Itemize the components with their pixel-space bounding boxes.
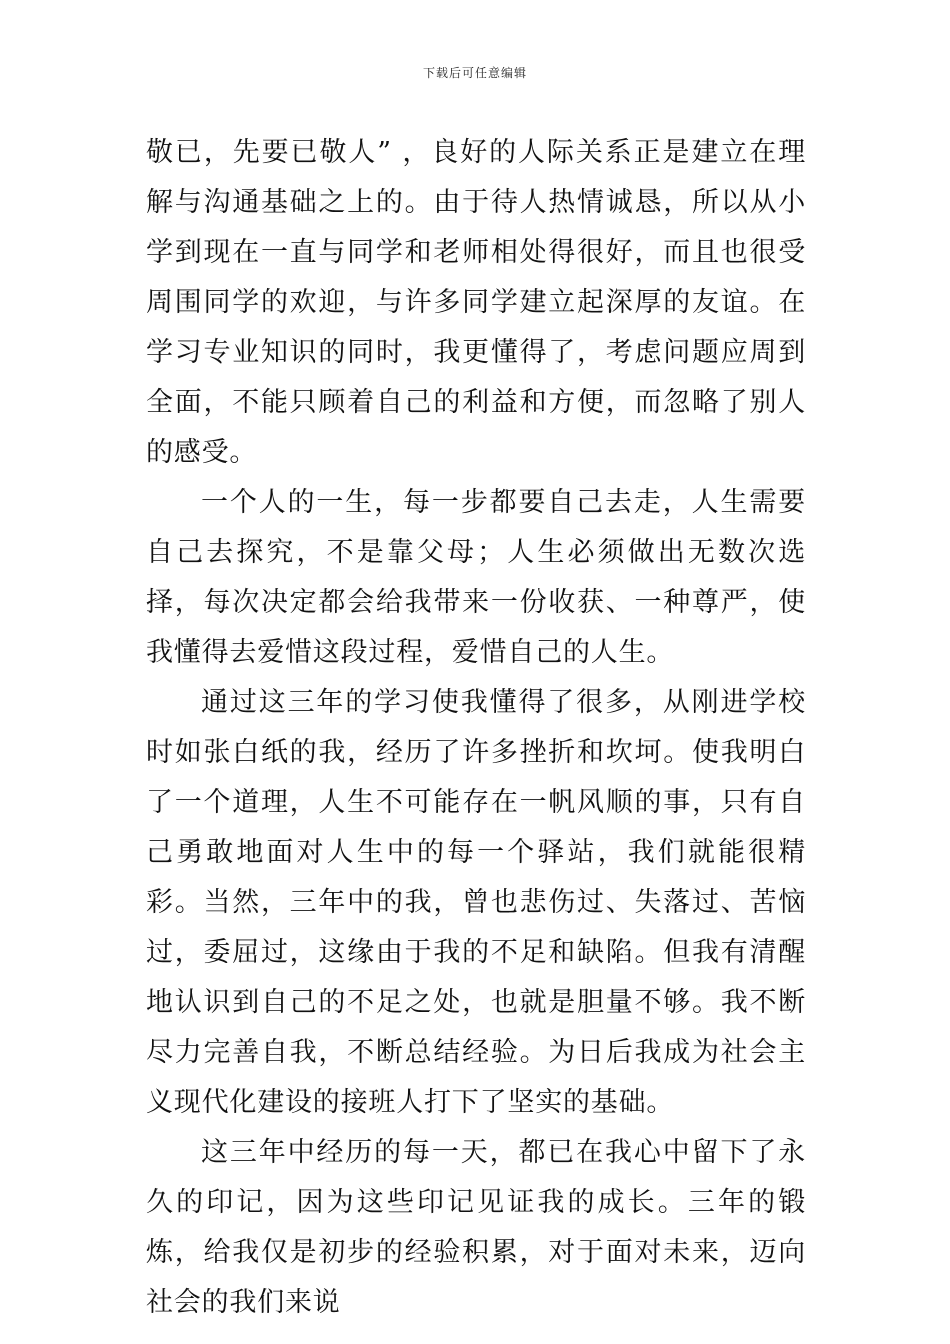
document-body [146,128,806,1328]
paragraph-three-years-study: 通过这三年的学习使我懂得了很多，从刚进学校时如张白纸的我，经历了许多挫折和坎坷。使我明白了一个道理，人生不可能存在一帆风顺的事，只有自己勇敢地面对人生中的每一个驿站，我们就能很精彩。当然，三年中的我，曾也悲伤过、失落过、苦恼过，委屈过，这缘由于我的不足和缺陷。但我有清醒地认识到自己的不足之处，也就是胆量不够。我不断尽力完善自我，不断总结经验。为日后我成为社会主义现代化建设的接班人打下了坚实的基础。 [146,687,806,1118]
paragraph-life-choices: 一个人的一生，每一步都要自己去走，人生需要自己去探究，不是靠父母；人生必须做出无数次选择，每次决定都会给我带来一份收获、一种尊严，使我懂得去爱惜这段过程，爱惜自己的人生。 [146,487,806,668]
paragraph-growth-memories: 这三年中经历的每一天，都已在我心中留下了永久的印记，因为这些印记见证我的成长。三年的锻炼，给我仅是初步的经验积累，对于面对未来，迈向社会的我们来说 [146,1137,806,1318]
header-note: 下载后可任意编辑 [422,66,527,80]
paragraph-continued: 敬已，先要已敬人” ，良好的人际关系正是建立在理解与沟通基础之上的。由于待人热情诚恳，所以从小学到现在一直与同学和老师相处得很好，而且也很受周围同学的欢迎，与许多同学建立起深厚的友谊。在学习专业知识的同时，我更懂得了，考虑问题应周到全面，不能只顾着自己的利益和方便，而忽略了别人的感受。 [146,137,806,468]
